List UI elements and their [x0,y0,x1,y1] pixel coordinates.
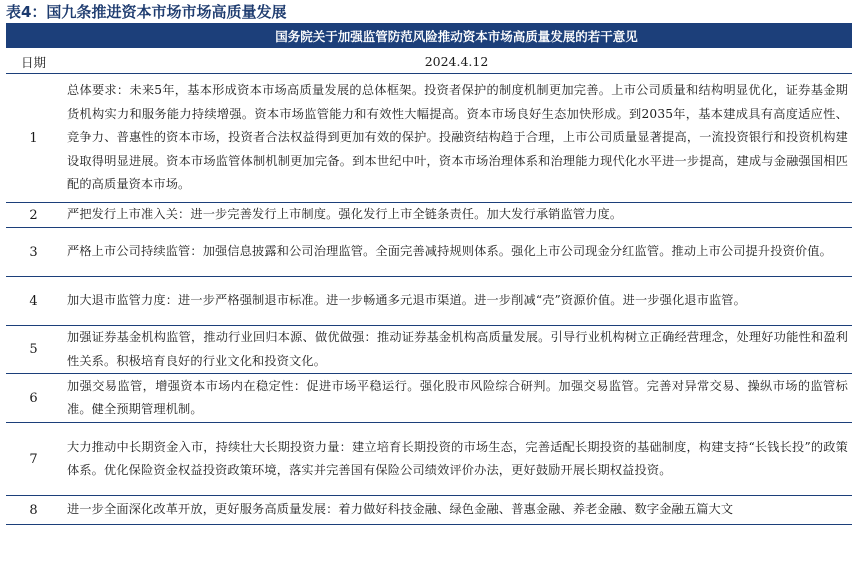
row-text: 进一步全面深化改革开放，更好服务高质量发展：着力做好科技金融、绿色金融、普惠金融、养老金融、数字金融五篇大文 [61,496,852,525]
date-label: 日期 [6,49,61,74]
row-text: 加大退市监管力度：进一步严格强制退市标准。进一步畅通多元退市渠道。进一步削减“壳”资源价值。进一步强化退市监管。 [61,277,852,326]
row-number: 4 [6,277,61,326]
table-row [6,228,852,277]
row-text: 严把发行上市准入关：进一步完善发行上市制度。强化发行上市全链条责任。加大发行承销监管力度。 [61,203,852,228]
row-number: 1 [6,74,61,203]
table-row [6,423,852,496]
table-row [6,326,852,374]
row-text: 大力推动中长期资金入市，持续壮大长期投资力量：建立培育长期投资的市场生态，完善适配长期投资的基础制度，构建支持“长钱长投”的政策体系。优化保险资金权益投资政策环境，落实并完善国有保险公司绩效评价办法，更好鼓励开展长期权益投资。 [61,423,852,496]
table-row [6,277,852,326]
row-number: 8 [6,496,61,525]
row-number: 7 [6,423,61,496]
table-row [6,203,852,228]
row-text: 加强交易监管，增强资本市场内在稳定性：促进市场平稳运行。强化股市风险综合研判。加强交易监管。完善对异常交易、操纵市场的监管标准。健全预期管理机制。 [61,374,852,423]
row-number: 3 [6,228,61,277]
header-blank-cell [6,23,61,49]
row-text: 严格上市公司持续监管：加强信息披露和公司治理监管。全面完善减持规则体系。强化上市公司现金分红监管。推动上市公司提升投资价值。 [61,228,852,277]
table-row [6,374,852,423]
table-header-row [6,23,852,49]
date-value: 2024.4.12 [61,49,852,74]
row-number: 2 [6,203,61,228]
table-header: 国务院关于加强监管防范风险推动资本市场高质量发展的若干意见 [61,23,852,49]
table-title: 表4：国九条推进资本市场市场高质量发展 [6,3,287,21]
row-text: 加强证券基金机构监管，推动行业回归本源、做优做强：推动证券基金机构高质量发展。引导行业机构树立正确经营理念，处理好功能性和盈利性关系。积极培育良好的行业文化和投资文化。 [61,326,852,374]
table-row [6,496,852,525]
policy-table [6,23,852,525]
row-text: 总体要求：未来5年，基本形成资本市场高质量发展的总体框架。投资者保护的制度机制更加完善。上市公司质量和结构明显优化，证券基金期货机构实力和服务能力持续增强。资本市场监管能力和有效性大幅提高。资本市场良好生态加快形成。到2035年，基本建成具有高度适应性、竞争力、普惠性的资本市场，投资者合法权益得到更加有效的保护。投融资结构趋于合理，上市公司质量显著提高，一流投资银行和投资机构建设取得明显进展。资本市场监管体制机制更加完备。到本世纪中叶，资本市场治理体系和治理能力现代化水平进一步提高，建成与金融强国相匹配的高质量资本市场。 [61,74,852,203]
row-number: 6 [6,374,61,423]
row-number: 5 [6,326,61,374]
date-row [6,49,852,74]
table-row [6,74,852,203]
